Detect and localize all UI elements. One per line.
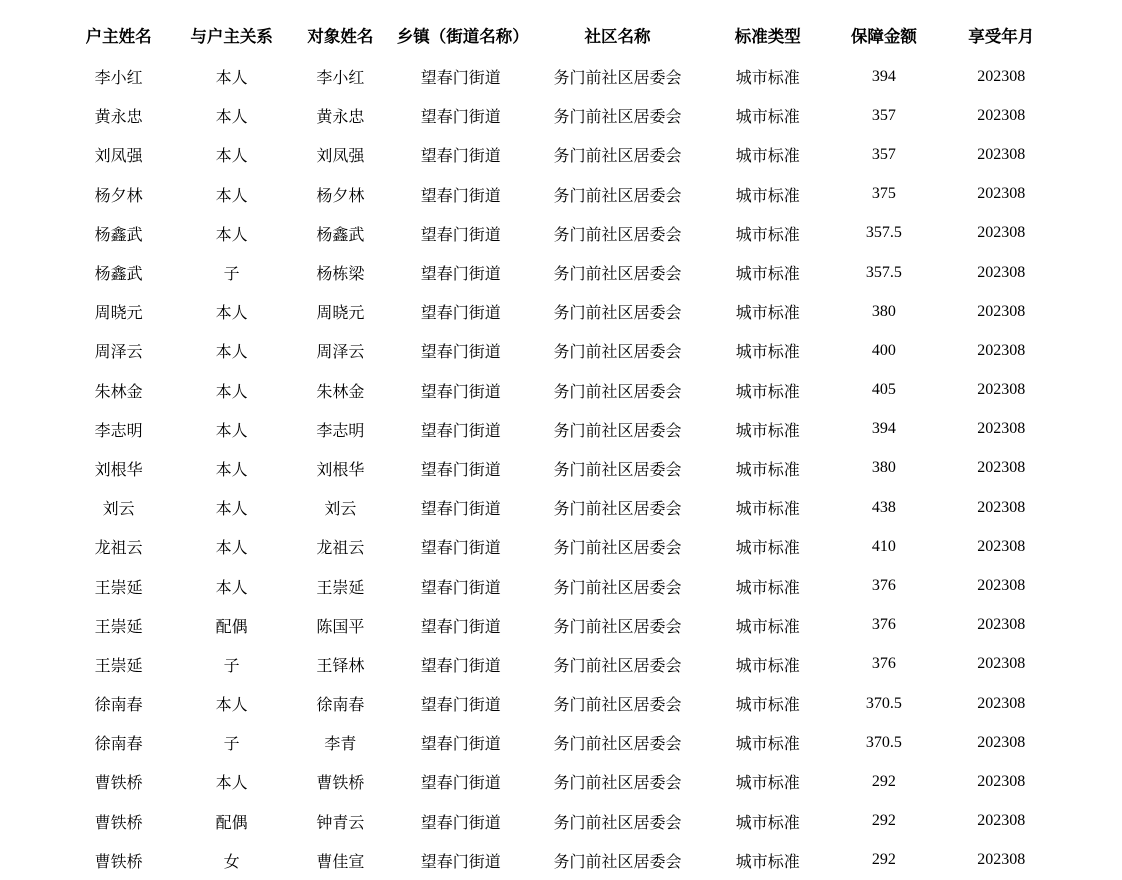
cell-year-month: 202308	[977, 459, 1026, 477]
cell-town-street: 望春门街道	[420, 305, 501, 323]
cell-town-street: 望春门街道	[420, 266, 501, 284]
column-header-amount: 保障金额	[850, 27, 917, 46]
cell-relationship: 配偶	[215, 814, 248, 832]
cell-year-month: 202308	[977, 106, 1026, 124]
cell-amount: 357	[871, 145, 896, 163]
cell-person-name: 杨栋梁	[316, 266, 365, 284]
cell-standard-type: 城市标准	[735, 657, 800, 675]
table-body	[60, 57, 1062, 880]
column-header-year-month: 享受年月	[968, 27, 1035, 46]
cell-standard-type: 城市标准	[735, 187, 800, 205]
cell-town-street: 望春门街道	[420, 697, 501, 715]
cell-householder-name: 周晓元	[94, 305, 143, 323]
cell-amount: 380	[871, 302, 896, 320]
cell-householder-name: 李小红	[94, 70, 143, 88]
cell-amount: 376	[871, 616, 896, 634]
cell-amount: 376	[871, 577, 896, 595]
cell-person-name: 周晓元	[316, 305, 365, 323]
cell-relationship: 本人	[215, 187, 248, 205]
cell-amount: 380	[871, 459, 896, 477]
cell-town-street: 望春门街道	[420, 540, 501, 558]
column-header-town-street: 乡镇（街道名称）	[396, 27, 529, 46]
cell-community-name: 务门前社区居委会	[553, 618, 682, 636]
cell-householder-name: 徐南春	[94, 736, 143, 754]
cell-person-name: 周泽云	[316, 344, 365, 362]
cell-town-street: 望春门街道	[420, 422, 501, 440]
cell-standard-type: 城市标准	[735, 775, 800, 793]
cell-town-street: 望春门街道	[420, 736, 501, 754]
table-row	[60, 645, 1062, 684]
cell-standard-type: 城市标准	[735, 148, 800, 166]
cell-householder-name: 黄永忠	[94, 109, 143, 127]
cell-community-name: 务门前社区居委会	[553, 344, 682, 362]
cell-year-month: 202308	[977, 302, 1026, 320]
cell-householder-name: 龙祖云	[94, 540, 143, 558]
cell-amount: 292	[871, 851, 896, 869]
cell-person-name: 李小红	[316, 70, 365, 88]
cell-relationship: 本人	[215, 461, 248, 479]
cell-town-street: 望春门街道	[420, 70, 501, 88]
cell-person-name: 钟青云	[316, 814, 365, 832]
cell-amount: 438	[871, 498, 896, 516]
cell-householder-name: 刘根华	[94, 461, 143, 479]
cell-standard-type: 城市标准	[735, 226, 800, 244]
cell-amount: 357	[871, 106, 896, 124]
cell-year-month: 202308	[977, 341, 1026, 359]
cell-householder-name: 王崇延	[94, 618, 143, 636]
cell-year-month: 202308	[977, 224, 1026, 242]
column-header-community-name: 社区名称	[584, 27, 651, 46]
cell-person-name: 王崇延	[316, 579, 365, 597]
cell-year-month: 202308	[977, 420, 1026, 438]
cell-person-name: 李青	[324, 736, 357, 754]
cell-standard-type: 城市标准	[735, 266, 800, 284]
cell-year-month: 202308	[977, 812, 1026, 830]
cell-year-month: 202308	[977, 577, 1026, 595]
cell-person-name: 李志明	[316, 422, 365, 440]
table-row	[60, 841, 1062, 880]
cell-standard-type: 城市标准	[735, 697, 800, 715]
table-row	[60, 606, 1062, 645]
cell-year-month: 202308	[977, 655, 1026, 673]
cell-householder-name: 徐南春	[94, 697, 143, 715]
cell-year-month: 202308	[977, 772, 1026, 790]
cell-person-name: 刘云	[324, 501, 357, 519]
cell-relationship: 女	[223, 853, 240, 871]
cell-householder-name: 曹铁桥	[94, 814, 143, 832]
cell-amount: 394	[871, 420, 896, 438]
subsistence-allowance-table	[60, 14, 1062, 880]
cell-person-name: 曹铁桥	[316, 775, 365, 793]
cell-amount: 375	[871, 185, 896, 203]
cell-amount: 405	[871, 381, 896, 399]
cell-town-street: 望春门街道	[420, 579, 501, 597]
cell-year-month: 202308	[977, 185, 1026, 203]
cell-community-name: 务门前社区居委会	[553, 461, 682, 479]
cell-community-name: 务门前社区居委会	[553, 70, 682, 88]
table-row	[60, 762, 1062, 801]
cell-person-name: 黄永忠	[316, 109, 365, 127]
cell-relationship: 本人	[215, 501, 248, 519]
column-header-relationship: 与户主关系	[190, 27, 273, 46]
table-row	[60, 566, 1062, 605]
cell-standard-type: 城市标准	[735, 461, 800, 479]
cell-person-name: 曹佳宣	[316, 853, 365, 871]
table-row	[60, 802, 1062, 841]
cell-standard-type: 城市标准	[735, 736, 800, 754]
table-row	[60, 331, 1062, 370]
cell-relationship: 本人	[215, 775, 248, 793]
column-header-standard-type: 标准类型	[734, 27, 801, 46]
cell-relationship: 本人	[215, 148, 248, 166]
cell-community-name: 务门前社区居委会	[553, 383, 682, 401]
table-row	[60, 135, 1062, 174]
cell-town-street: 望春门街道	[420, 148, 501, 166]
cell-community-name: 务门前社区居委会	[553, 814, 682, 832]
cell-standard-type: 城市标准	[735, 383, 800, 401]
table-row	[60, 449, 1062, 488]
cell-standard-type: 城市标准	[735, 344, 800, 362]
table-row	[60, 214, 1062, 253]
cell-amount: 370.5	[865, 733, 902, 751]
table-row	[60, 371, 1062, 410]
cell-relationship: 本人	[215, 540, 248, 558]
cell-householder-name: 杨鑫武	[94, 266, 143, 284]
cell-town-street: 望春门街道	[420, 657, 501, 675]
cell-community-name: 务门前社区居委会	[553, 305, 682, 323]
cell-householder-name: 周泽云	[94, 344, 143, 362]
column-header-householder-name: 户主姓名	[85, 27, 152, 46]
cell-year-month: 202308	[977, 263, 1026, 281]
table-row	[60, 527, 1062, 566]
cell-community-name: 务门前社区居委会	[553, 422, 682, 440]
table-row	[60, 96, 1062, 135]
cell-relationship: 本人	[215, 383, 248, 401]
cell-town-street: 望春门街道	[420, 501, 501, 519]
cell-community-name: 务门前社区居委会	[553, 697, 682, 715]
cell-community-name: 务门前社区居委会	[553, 540, 682, 558]
cell-town-street: 望春门街道	[420, 187, 501, 205]
cell-town-street: 望春门街道	[420, 109, 501, 127]
cell-standard-type: 城市标准	[735, 579, 800, 597]
cell-year-month: 202308	[977, 733, 1026, 751]
cell-relationship: 本人	[215, 697, 248, 715]
cell-standard-type: 城市标准	[735, 109, 800, 127]
cell-community-name: 务门前社区居委会	[553, 501, 682, 519]
cell-amount: 394	[871, 67, 896, 85]
cell-amount: 357.5	[865, 263, 902, 281]
cell-town-street: 望春门街道	[420, 383, 501, 401]
cell-amount: 400	[871, 341, 896, 359]
cell-householder-name: 杨夕林	[94, 187, 143, 205]
cell-person-name: 王铎林	[316, 657, 365, 675]
cell-householder-name: 朱林金	[94, 383, 143, 401]
cell-standard-type: 城市标准	[735, 814, 800, 832]
table-row	[60, 488, 1062, 527]
cell-householder-name: 曹铁桥	[94, 775, 143, 793]
cell-amount: 410	[871, 537, 896, 555]
cell-community-name: 务门前社区居委会	[553, 775, 682, 793]
cell-standard-type: 城市标准	[735, 70, 800, 88]
cell-relationship: 本人	[215, 70, 248, 88]
cell-relationship: 子	[223, 736, 240, 754]
cell-relationship: 本人	[215, 109, 248, 127]
cell-community-name: 务门前社区居委会	[553, 736, 682, 754]
cell-community-name: 务门前社区居委会	[553, 266, 682, 284]
cell-relationship: 本人	[215, 226, 248, 244]
cell-year-month: 202308	[977, 851, 1026, 869]
cell-relationship: 子	[223, 266, 240, 284]
cell-householder-name: 王崇延	[94, 579, 143, 597]
cell-person-name: 刘凤强	[316, 148, 365, 166]
table-header	[60, 14, 1062, 57]
cell-relationship: 本人	[215, 305, 248, 323]
cell-community-name: 务门前社区居委会	[553, 853, 682, 871]
table-header-row	[60, 14, 1062, 57]
cell-standard-type: 城市标准	[735, 853, 800, 871]
table-row	[60, 723, 1062, 762]
cell-person-name: 杨夕林	[316, 187, 365, 205]
cell-relationship: 本人	[215, 344, 248, 362]
cell-relationship: 本人	[215, 579, 248, 597]
cell-year-month: 202308	[977, 537, 1026, 555]
cell-town-street: 望春门街道	[420, 226, 501, 244]
cell-year-month: 202308	[977, 694, 1026, 712]
cell-relationship: 配偶	[215, 618, 248, 636]
cell-year-month: 202308	[977, 498, 1026, 516]
cell-community-name: 务门前社区居委会	[553, 657, 682, 675]
cell-town-street: 望春门街道	[420, 853, 501, 871]
cell-community-name: 务门前社区居委会	[553, 579, 682, 597]
table-row	[60, 57, 1062, 96]
cell-standard-type: 城市标准	[735, 618, 800, 636]
cell-town-street: 望春门街道	[420, 814, 501, 832]
cell-town-street: 望春门街道	[420, 344, 501, 362]
cell-town-street: 望春门街道	[420, 461, 501, 479]
cell-amount: 376	[871, 655, 896, 673]
cell-person-name: 刘根华	[316, 461, 365, 479]
cell-amount: 370.5	[865, 694, 902, 712]
cell-householder-name: 刘云	[102, 501, 135, 519]
cell-community-name: 务门前社区居委会	[553, 187, 682, 205]
cell-amount: 292	[871, 772, 896, 790]
table-row	[60, 292, 1062, 331]
cell-standard-type: 城市标准	[735, 501, 800, 519]
cell-standard-type: 城市标准	[735, 540, 800, 558]
cell-person-name: 徐南春	[316, 697, 365, 715]
cell-relationship: 本人	[215, 422, 248, 440]
cell-householder-name: 刘凤强	[94, 148, 143, 166]
cell-amount: 357.5	[865, 224, 902, 242]
cell-householder-name: 曹铁桥	[94, 853, 143, 871]
cell-standard-type: 城市标准	[735, 305, 800, 323]
cell-town-street: 望春门街道	[420, 618, 501, 636]
table-row	[60, 175, 1062, 214]
cell-householder-name: 杨鑫武	[94, 226, 143, 244]
cell-amount: 292	[871, 812, 896, 830]
cell-person-name: 龙祖云	[316, 540, 365, 558]
cell-community-name: 务门前社区居委会	[553, 226, 682, 244]
cell-community-name: 务门前社区居委会	[553, 109, 682, 127]
cell-person-name: 杨鑫武	[316, 226, 365, 244]
cell-householder-name: 李志明	[94, 422, 143, 440]
cell-year-month: 202308	[977, 145, 1026, 163]
cell-person-name: 朱林金	[316, 383, 365, 401]
cell-standard-type: 城市标准	[735, 422, 800, 440]
table-row	[60, 410, 1062, 449]
cell-relationship: 子	[223, 657, 240, 675]
cell-town-street: 望春门街道	[420, 775, 501, 793]
table-row	[60, 684, 1062, 723]
cell-householder-name: 王崇延	[94, 657, 143, 675]
cell-year-month: 202308	[977, 616, 1026, 634]
cell-community-name: 务门前社区居委会	[553, 148, 682, 166]
column-header-person-name: 对象姓名	[307, 27, 374, 46]
cell-year-month: 202308	[977, 381, 1026, 399]
cell-year-month: 202308	[977, 67, 1026, 85]
table-row	[60, 253, 1062, 292]
cell-person-name: 陈国平	[316, 618, 365, 636]
